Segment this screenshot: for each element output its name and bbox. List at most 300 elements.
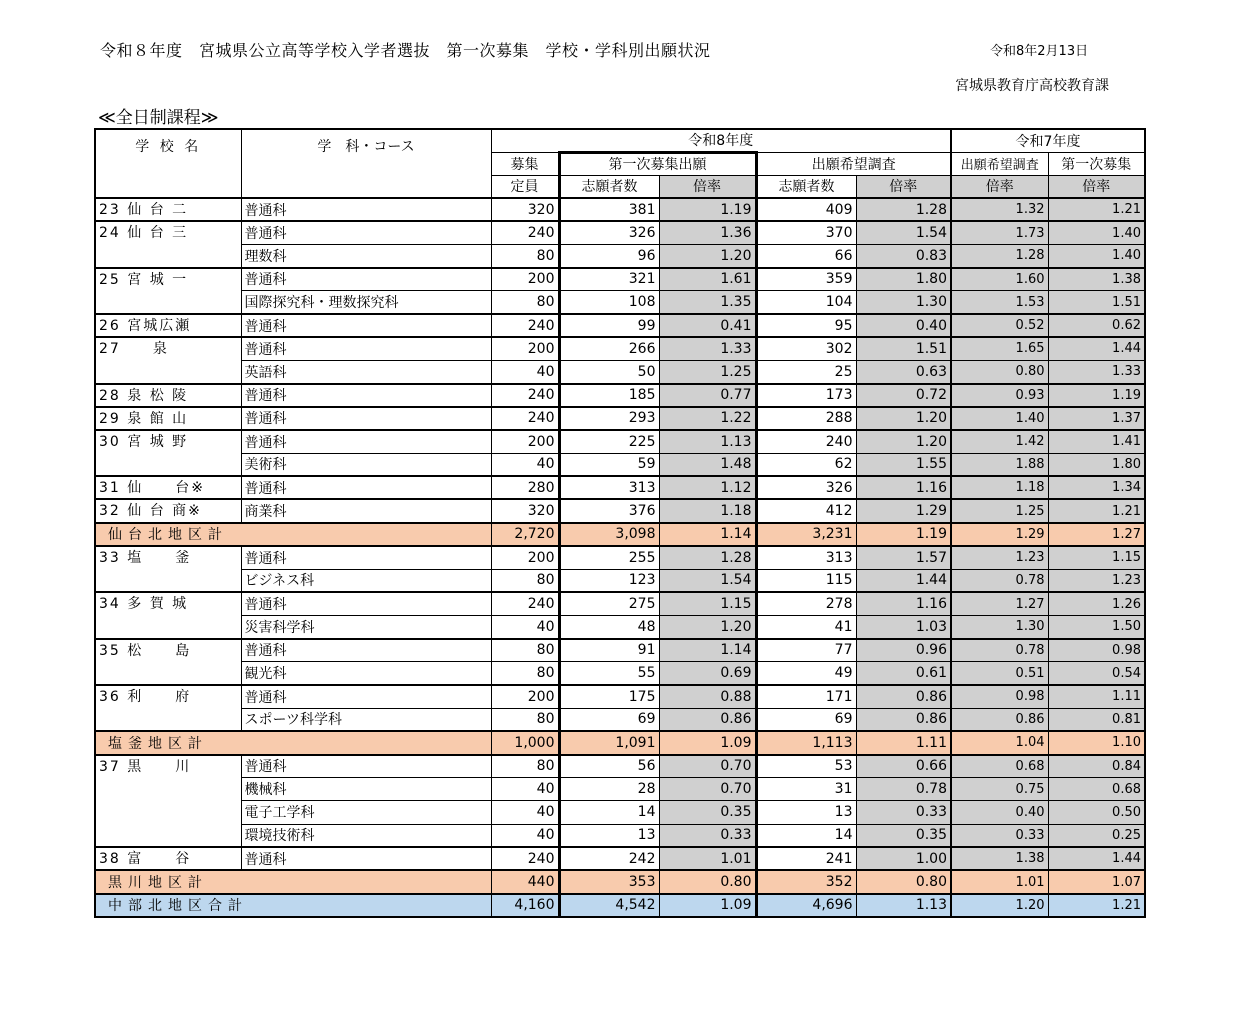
document-title: 令和８年度 宮城県公立高等学校入学者選抜 第一次募集 学校・学科別出願状況 [100,41,711,60]
r7-first-ratio: 0.50 [1048,801,1145,824]
table-row [95,198,1145,221]
header-ratio: 倍率 [659,175,756,198]
r7-survey-ratio: 1.18 [951,476,1048,499]
capacity: 80 [491,662,559,685]
r7-first-ratio: 1.34 [1048,476,1145,499]
applicants: 326 [559,221,659,244]
r7-first-ratio: 1.51 [1048,291,1145,314]
survey-applicants: 4,696 [756,894,856,917]
header-dept: 学 科・コース [241,129,491,198]
survey-applicants: 25 [756,360,856,383]
applicants: 99 [559,314,659,337]
survey-applicants: 412 [756,499,856,522]
department-name: 普通科 [241,407,491,430]
course-type-heading: ≪全日制課程≫ [98,108,219,128]
table-row [95,615,1145,638]
ratio: 1.28 [659,546,756,569]
school-name: 26 宮城広瀬 [95,314,241,337]
ratio: 0.80 [659,870,756,893]
capacity: 4,160 [491,894,559,917]
survey-applicants: 104 [756,291,856,314]
table-row [95,847,1145,870]
capacity: 40 [491,778,559,801]
applicants: 13 [559,824,659,847]
applicants: 28 [559,778,659,801]
department-name: 美術科 [241,453,491,476]
survey-applicants: 115 [756,569,856,592]
applicants: 266 [559,337,659,360]
applicants: 4,542 [559,894,659,917]
department-name: 環境技術科 [241,824,491,847]
subtotal-label: 仙台北地区計 [95,523,491,546]
ratio: 1.54 [659,569,756,592]
capacity: 240 [491,592,559,615]
capacity: 40 [491,801,559,824]
applicants: 376 [559,499,659,522]
survey-ratio: 1.51 [856,337,951,360]
department-name: 普通科 [241,430,491,453]
school-name: 31 仙 台※ [95,476,241,499]
table-row [95,755,1145,778]
capacity: 80 [491,244,559,267]
ratio: 0.86 [659,708,756,731]
total-label: 中部北地区合計 [95,894,491,917]
subtotal-label: 黒川地区計 [95,870,491,893]
r7-first-ratio: 1.27 [1048,523,1145,546]
r7-first-ratio: 1.07 [1048,870,1145,893]
applicants: 275 [559,592,659,615]
survey-applicants: 62 [756,453,856,476]
survey-ratio: 0.61 [856,662,951,685]
table-row [95,360,1145,383]
survey-ratio: 1.57 [856,546,951,569]
header-r8: 令和8年度 [491,129,951,152]
header-school: 学 校 名 [95,129,241,198]
capacity: 80 [491,291,559,314]
table-row [95,430,1145,453]
school-name: 35 松 島 [95,639,241,685]
applicants: 96 [559,244,659,267]
r7-survey-ratio: 0.51 [951,662,1048,685]
applicants: 56 [559,755,659,778]
capacity: 240 [491,314,559,337]
r7-survey-ratio: 1.42 [951,430,1048,453]
header-capacity-2: 定員 [491,175,559,198]
survey-ratio: 1.29 [856,499,951,522]
survey-applicants: 241 [756,847,856,870]
r7-survey-ratio: 1.40 [951,407,1048,430]
department-name: 英語科 [241,360,491,383]
survey-ratio: 1.54 [856,221,951,244]
r7-first-ratio: 1.15 [1048,546,1145,569]
r7-survey-ratio: 1.29 [951,523,1048,546]
ratio: 0.41 [659,314,756,337]
department-name: スポーツ科学科 [241,708,491,731]
r7-first-ratio: 1.33 [1048,360,1145,383]
ratio: 1.33 [659,337,756,360]
survey-applicants: 31 [756,778,856,801]
school-name: 38 富 谷 [95,847,241,870]
survey-ratio: 1.30 [856,291,951,314]
school-name: 23 仙 台 二 [95,198,241,221]
department-name: 理数科 [241,244,491,267]
r7-first-ratio: 0.68 [1048,778,1145,801]
r7-first-ratio: 1.26 [1048,592,1145,615]
r7-survey-ratio: 1.65 [951,337,1048,360]
capacity: 200 [491,546,559,569]
ratio: 1.48 [659,453,756,476]
capacity: 200 [491,430,559,453]
applicants: 59 [559,453,659,476]
capacity: 320 [491,499,559,522]
r7-survey-ratio: 0.40 [951,801,1048,824]
r7-survey-ratio: 1.73 [951,221,1048,244]
school-name: 28 泉 松 陵 [95,384,241,407]
ratio: 0.70 [659,778,756,801]
r7-first-ratio: 1.21 [1048,894,1145,917]
header-r7: 令和7年度 [951,129,1145,152]
header-ratio-r7-first: 倍率 [1048,175,1145,198]
table-row [95,569,1145,592]
ratio: 0.88 [659,685,756,708]
applicants: 55 [559,662,659,685]
department-name: 普通科 [241,755,491,778]
ratio: 1.09 [659,894,756,917]
capacity: 80 [491,639,559,662]
header-ratio-survey: 倍率 [856,175,951,198]
applicants: 69 [559,708,659,731]
survey-ratio: 0.40 [856,314,951,337]
ratio: 1.25 [659,360,756,383]
table-row [95,499,1145,522]
department-name: 普通科 [241,337,491,360]
capacity: 200 [491,685,559,708]
department-name: 国際探究科・理数探究科 [241,291,491,314]
applicants: 321 [559,268,659,291]
survey-ratio: 1.55 [856,453,951,476]
header-ratio-r7-survey: 倍率 [951,175,1048,198]
applicants: 123 [559,569,659,592]
survey-ratio: 1.80 [856,268,951,291]
capacity: 2,720 [491,523,559,546]
survey-ratio: 1.16 [856,592,951,615]
header-survey-r7: 出願希望調査 [951,152,1048,175]
survey-ratio: 0.86 [856,685,951,708]
r7-first-ratio: 1.44 [1048,847,1145,870]
ratio: 1.01 [659,847,756,870]
r7-first-ratio: 1.23 [1048,569,1145,592]
ratio: 1.09 [659,731,756,754]
r7-first-ratio: 1.21 [1048,499,1145,522]
survey-applicants: 171 [756,685,856,708]
applicants: 293 [559,407,659,430]
survey-applicants: 3,231 [756,523,856,546]
r7-first-ratio: 1.21 [1048,198,1145,221]
applicants: 48 [559,615,659,638]
table-row [95,384,1145,407]
applicants: 255 [559,546,659,569]
capacity: 280 [491,476,559,499]
table-row [95,291,1145,314]
department-name: 普通科 [241,847,491,870]
r7-survey-ratio: 1.88 [951,453,1048,476]
r7-survey-ratio: 0.33 [951,824,1048,847]
department-name: 普通科 [241,198,491,221]
r7-survey-ratio: 1.27 [951,592,1048,615]
applicants: 14 [559,801,659,824]
survey-ratio: 1.11 [856,731,951,754]
survey-ratio: 0.86 [856,708,951,731]
table-row [95,685,1145,708]
school-name: 29 泉 館 山 [95,407,241,430]
department-name: 災害科学科 [241,615,491,638]
ratio: 1.36 [659,221,756,244]
r7-survey-ratio: 1.60 [951,268,1048,291]
ratio: 1.19 [659,198,756,221]
survey-ratio: 0.72 [856,384,951,407]
survey-applicants: 278 [756,592,856,615]
department-name: 普通科 [241,221,491,244]
r7-survey-ratio: 0.78 [951,639,1048,662]
survey-applicants: 41 [756,615,856,638]
r7-first-ratio: 0.54 [1048,662,1145,685]
r7-survey-ratio: 0.78 [951,569,1048,592]
capacity: 40 [491,360,559,383]
survey-ratio: 1.13 [856,894,951,917]
r7-first-ratio: 0.98 [1048,639,1145,662]
r7-survey-ratio: 0.80 [951,360,1048,383]
capacity: 240 [491,221,559,244]
survey-ratio: 0.78 [856,778,951,801]
r7-survey-ratio: 1.28 [951,244,1048,267]
r7-first-ratio: 0.25 [1048,824,1145,847]
ratio: 1.18 [659,499,756,522]
school-name: 27 泉 [95,337,241,383]
table-row [95,708,1145,731]
survey-ratio: 1.19 [856,523,951,546]
survey-applicants: 95 [756,314,856,337]
capacity: 80 [491,708,559,731]
capacity: 320 [491,198,559,221]
r7-survey-ratio: 1.04 [951,731,1048,754]
survey-ratio: 0.83 [856,244,951,267]
applicants: 185 [559,384,659,407]
table-row [95,801,1145,824]
department-name: 普通科 [241,268,491,291]
ratio: 0.69 [659,662,756,685]
survey-applicants: 326 [756,476,856,499]
r7-first-ratio: 1.50 [1048,615,1145,638]
survey-applicants: 359 [756,268,856,291]
survey-applicants: 288 [756,407,856,430]
r7-first-ratio: 0.62 [1048,314,1145,337]
school-name: 30 宮 城 野 [95,430,241,476]
r7-first-ratio: 1.11 [1048,685,1145,708]
total-row [95,894,1145,917]
r7-first-ratio: 1.44 [1048,337,1145,360]
r7-first-ratio: 1.37 [1048,407,1145,430]
survey-ratio: 0.66 [856,755,951,778]
survey-applicants: 313 [756,546,856,569]
department-name: 普通科 [241,592,491,615]
ratio: 1.14 [659,639,756,662]
capacity: 40 [491,453,559,476]
capacity: 240 [491,407,559,430]
r7-survey-ratio: 1.53 [951,291,1048,314]
applicants: 50 [559,360,659,383]
subtotal-label: 塩釜地区計 [95,731,491,754]
table-row [95,662,1145,685]
table-row [95,407,1145,430]
survey-applicants: 69 [756,708,856,731]
survey-ratio: 0.33 [856,801,951,824]
capacity: 40 [491,615,559,638]
issuing-department: 宮城県教育庁高校教育課 [955,78,1109,94]
survey-applicants: 53 [756,755,856,778]
ratio: 1.15 [659,592,756,615]
survey-applicants: 370 [756,221,856,244]
school-name: 33 塩 釜 [95,546,241,592]
r7-survey-ratio: 0.98 [951,685,1048,708]
ratio: 1.20 [659,615,756,638]
table-row [95,476,1145,499]
survey-applicants: 77 [756,639,856,662]
r7-first-ratio: 1.40 [1048,221,1145,244]
header-applicants-survey: 志願者数 [756,175,856,198]
r7-survey-ratio: 1.23 [951,546,1048,569]
capacity: 240 [491,847,559,870]
applicants: 242 [559,847,659,870]
ratio: 1.35 [659,291,756,314]
r7-survey-ratio: 1.25 [951,499,1048,522]
survey-applicants: 240 [756,430,856,453]
survey-applicants: 14 [756,824,856,847]
table-row [95,314,1145,337]
survey-ratio: 1.00 [856,847,951,870]
ratio: 0.35 [659,801,756,824]
r7-first-ratio: 1.10 [1048,731,1145,754]
applicants: 381 [559,198,659,221]
capacity: 80 [491,569,559,592]
r7-survey-ratio: 1.38 [951,847,1048,870]
table-row [95,244,1145,267]
application-status-table [94,128,1146,918]
table-row [95,824,1145,847]
header-survey: 出願希望調査 [756,152,951,175]
r7-first-ratio: 0.84 [1048,755,1145,778]
capacity: 80 [491,755,559,778]
department-name: 普通科 [241,546,491,569]
department-name: 普通科 [241,639,491,662]
capacity: 440 [491,870,559,893]
header-applicants: 志願者数 [559,175,659,198]
survey-ratio: 0.35 [856,824,951,847]
survey-ratio: 1.16 [856,476,951,499]
ratio: 1.13 [659,430,756,453]
document-date: 令和8年2月13日 [990,44,1089,59]
school-name: 34 多 賀 城 [95,592,241,638]
header-capacity: 募集 [491,152,559,175]
r7-first-ratio: 1.38 [1048,268,1145,291]
table-row [95,268,1145,291]
survey-applicants: 49 [756,662,856,685]
capacity: 1,000 [491,731,559,754]
r7-survey-ratio: 1.32 [951,198,1048,221]
department-name: 普通科 [241,476,491,499]
r7-first-ratio: 1.40 [1048,244,1145,267]
school-name: 32 仙 台 商※ [95,499,241,522]
table-row [95,546,1145,569]
capacity: 200 [491,337,559,360]
capacity: 240 [491,384,559,407]
applicants: 225 [559,430,659,453]
capacity: 200 [491,268,559,291]
school-name: 36 利 府 [95,685,241,731]
subtotal-row [95,731,1145,754]
department-name: 普通科 [241,685,491,708]
ratio: 0.70 [659,755,756,778]
school-name: 37 黒 川 [95,755,241,848]
survey-ratio: 1.03 [856,615,951,638]
subtotal-row [95,523,1145,546]
ratio: 1.20 [659,244,756,267]
table-row [95,639,1145,662]
ratio: 1.61 [659,268,756,291]
survey-ratio: 1.20 [856,407,951,430]
r7-survey-ratio: 0.86 [951,708,1048,731]
department-name: 普通科 [241,314,491,337]
department-name: 商業科 [241,499,491,522]
applicants: 313 [559,476,659,499]
ratio: 0.33 [659,824,756,847]
applicants: 3,098 [559,523,659,546]
survey-applicants: 409 [756,198,856,221]
r7-survey-ratio: 1.01 [951,870,1048,893]
survey-ratio: 0.80 [856,870,951,893]
r7-first-ratio: 1.19 [1048,384,1145,407]
r7-survey-ratio: 0.75 [951,778,1048,801]
department-name: 観光科 [241,662,491,685]
applicants: 108 [559,291,659,314]
r7-first-ratio: 1.41 [1048,430,1145,453]
school-name: 24 仙 台 三 [95,221,241,267]
survey-ratio: 1.44 [856,569,951,592]
department-name: 機械科 [241,778,491,801]
survey-applicants: 13 [756,801,856,824]
capacity: 40 [491,824,559,847]
r7-survey-ratio: 0.68 [951,755,1048,778]
department-name: 電子工学科 [241,801,491,824]
survey-applicants: 173 [756,384,856,407]
department-name: ビジネス科 [241,569,491,592]
r7-survey-ratio: 0.52 [951,314,1048,337]
table-row [95,592,1145,615]
r7-survey-ratio: 0.93 [951,384,1048,407]
department-name: 普通科 [241,384,491,407]
survey-ratio: 1.20 [856,430,951,453]
r7-survey-ratio: 1.30 [951,615,1048,638]
table-row [95,221,1145,244]
r7-first-ratio: 1.80 [1048,453,1145,476]
school-name: 25 宮 城 一 [95,268,241,314]
applicants: 1,091 [559,731,659,754]
header-first-round: 第一次募集出願 [559,152,756,175]
r7-first-ratio: 0.81 [1048,708,1145,731]
survey-applicants: 352 [756,870,856,893]
survey-ratio: 0.96 [856,639,951,662]
survey-applicants: 66 [756,244,856,267]
table-row [95,337,1145,360]
